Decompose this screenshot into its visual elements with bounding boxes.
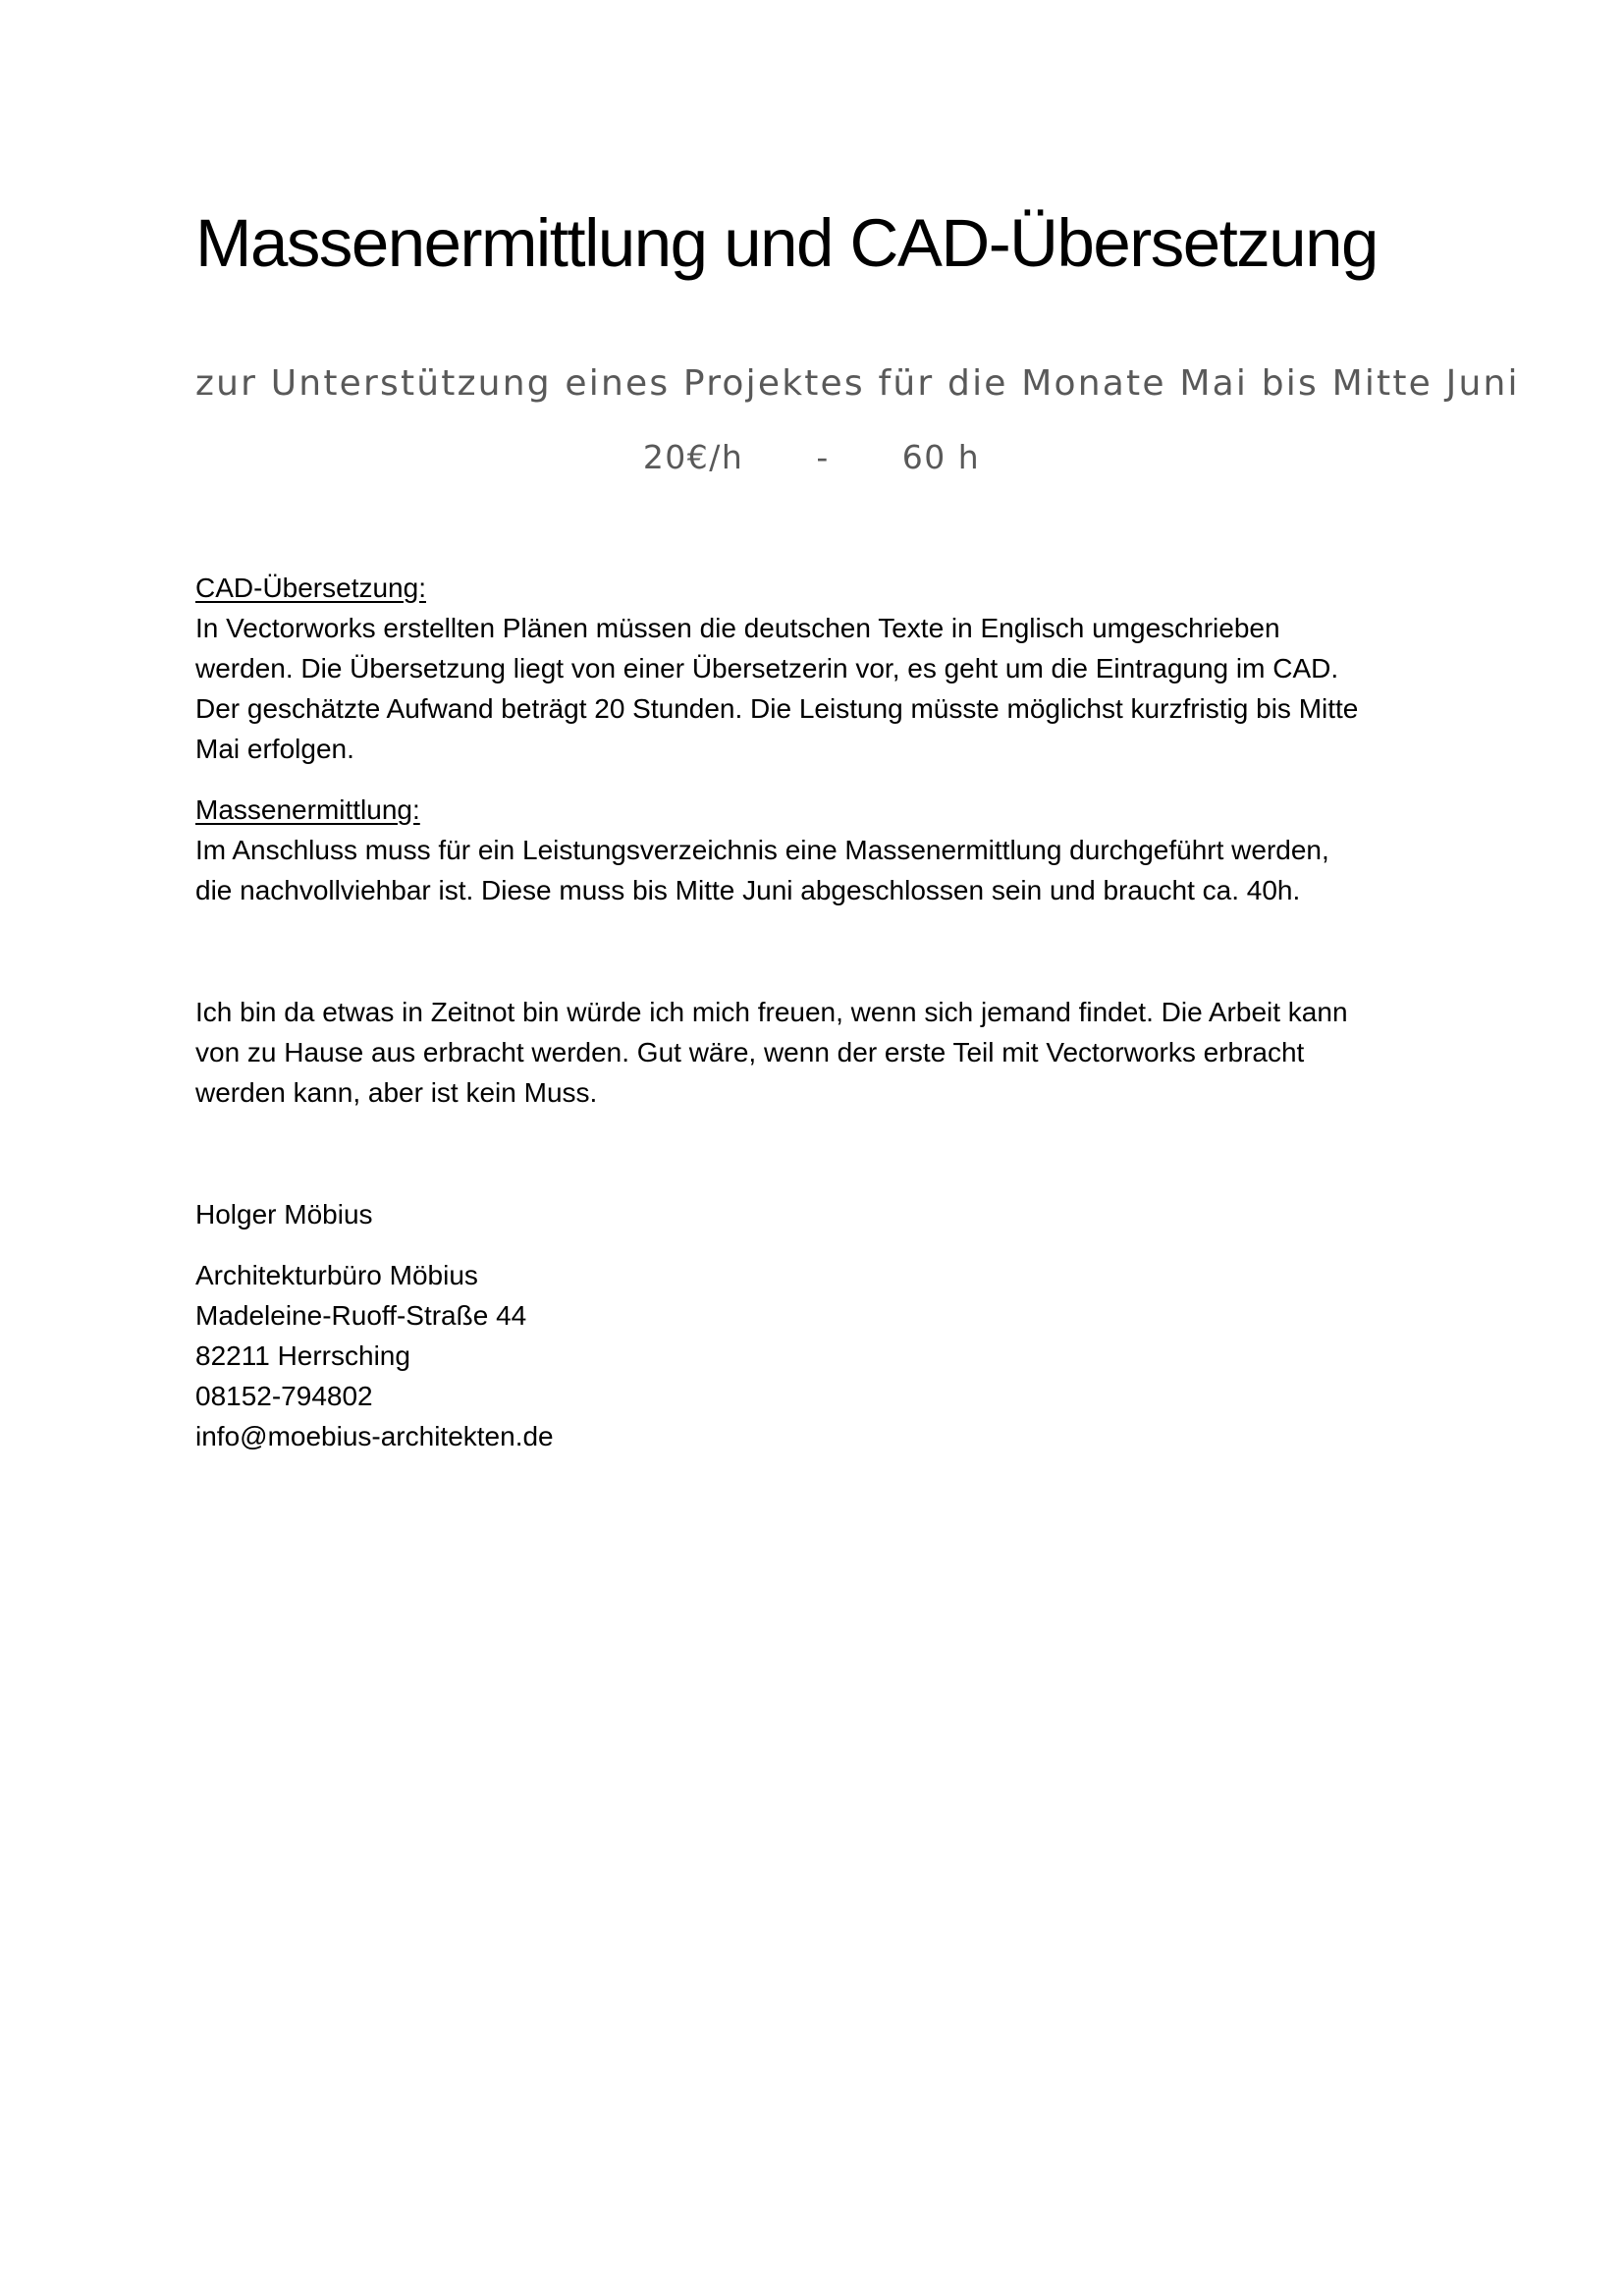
note-paragraph [195,992,1447,1113]
paragraph-line: die nachvollviehbar ist. Diese muss bis Mitte Juni abgeschlossen sein und braucht ca. 40h. [195,875,1301,905]
contact-name-block [195,1194,1447,1234]
paragraph-line: Ich bin da etwas in Zeitnot bin würde ich mich freuen, wenn sich jemand findet. Die Arbeit kann [195,997,1348,1027]
section-heading-masse: Massenermittlung: [195,794,420,825]
total-hours: 60 h [901,438,981,476]
section-quantity-survey [195,790,1447,910]
paragraph-line: werden. Die Übersetzung liegt von einer Übersetzerin vor, es geht um die Eintragung im CAD. [195,653,1339,683]
contact-company: Architekturbüro Möbius [195,1260,478,1290]
page-title: Massenermittlung und CAD-Übersetzung [195,205,1378,281]
paragraph-line: In Vectorworks erstellten Plänen müssen die deutschen Texte in Englisch umgeschrieben [195,613,1280,643]
section-heading-cad: CAD-Übersetzung: [195,573,426,603]
paragraph-line: von zu Hause aus erbracht werden. Gut wäre, wenn der erste Teil mit Vectorworks erbracht [195,1037,1305,1067]
contact-email: info@moebius-architekten.de [195,1421,554,1451]
paragraph-line: Der geschätzte Aufwand beträgt 20 Stunden. Die Leistung müsste möglichst kurzfristig bis Mitte [195,693,1359,724]
paragraph-line: Mai erfolgen. [195,734,354,764]
rate-separator: - [816,438,830,476]
paragraph-line: werden kann, aber ist kein Muss. [195,1077,598,1108]
contact-street: Madeleine-Ruoff-Straße 44 [195,1300,527,1331]
contact-address-block [195,1255,1447,1456]
hourly-rate: 20€/h [642,438,744,476]
page-subtitle: zur Unterstützung eines Projektes für die Monate Mai bis Mitte Juni [195,363,1520,404]
contact-name: Holger Möbius [195,1199,373,1230]
section-cad-translation [195,568,1447,769]
contact-phone: 08152-794802 [195,1381,373,1411]
contact-city: 82211 Herrsching [195,1340,410,1371]
paragraph-line: Im Anschluss muss für ein Leistungsverzeichnis eine Massenermittlung durchgeführt werden, [195,835,1329,865]
rate-line [195,433,1428,482]
